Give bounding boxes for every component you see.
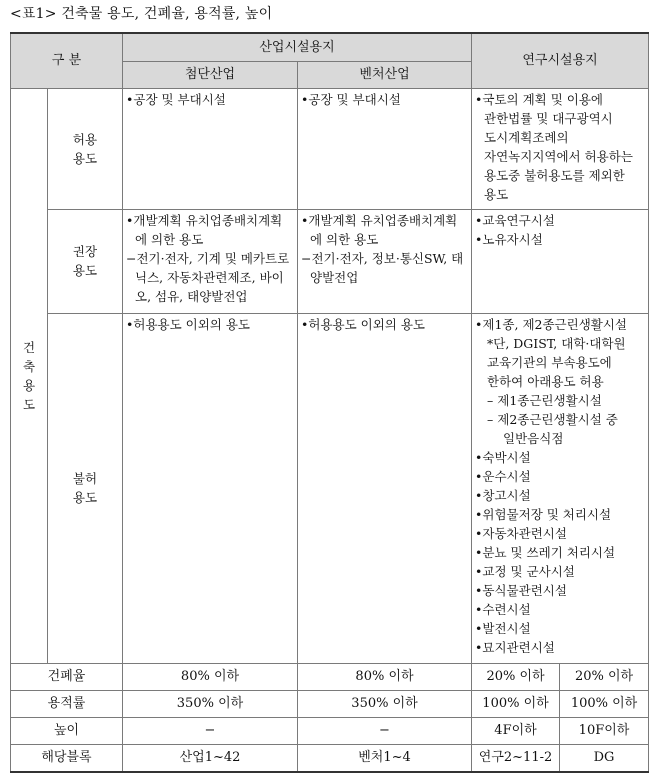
- row-advanced-value: −: [123, 717, 298, 744]
- cell-line: −전기·전자, 정보·통신SW, 태: [301, 250, 464, 266]
- cell-line: 불허: [72, 471, 98, 486]
- cell-line: 용도: [72, 263, 98, 278]
- row-label: 건폐율: [11, 663, 123, 690]
- row-advanced-value: 350% 이하: [123, 690, 298, 717]
- row-research-value-b: 100% 이하: [560, 690, 649, 717]
- cell-line: 오, 섬유, 태양발전업: [135, 288, 248, 304]
- row-research-value-b: 10F이하: [560, 717, 649, 744]
- cell-line: 교육기관의 부속용도에: [487, 354, 612, 370]
- allowed-research: [472, 88, 649, 209]
- cell-line: 에 의한 용도: [135, 231, 204, 247]
- row-research-value-b: DG: [560, 744, 649, 772]
- cell-line: •숙박시설: [475, 449, 531, 465]
- row-research-value-b: 20% 이하: [560, 663, 649, 690]
- cell-line: 도: [22, 396, 36, 412]
- row-venture-value: 80% 이하: [298, 663, 472, 690]
- cell-line: 권장: [72, 244, 98, 259]
- cell-line: 용도: [72, 490, 98, 505]
- recommended-research: [472, 209, 649, 313]
- cell-line: 관한법률 및 대구광역시: [484, 110, 613, 126]
- prohibited-venture: [298, 313, 472, 663]
- cell-line: 건: [22, 339, 36, 355]
- header-venture: 벤처산업: [298, 61, 472, 88]
- header-advanced: 첨단산업: [123, 61, 298, 88]
- cell-line: •공장 및 부대시설: [126, 91, 226, 107]
- cell-line: •운수시설: [475, 468, 531, 484]
- allowed-advanced: [123, 88, 298, 209]
- row-research-value-a: 4F이하: [472, 717, 560, 744]
- row-venture-value: 벤처1~4: [298, 744, 472, 772]
- cell-line: •수련시설: [475, 601, 531, 617]
- cell-line: •개발계획 유치업종배치계획: [301, 212, 458, 228]
- cell-line: •허용용도 이외의 용도: [301, 316, 425, 332]
- prohibited-research: [472, 313, 649, 663]
- cell-line: 용도: [484, 186, 509, 202]
- allowed-label: [48, 88, 123, 209]
- cell-line: 용: [22, 377, 36, 393]
- cell-line: −전기·전자, 기계 및 메카트로: [126, 250, 290, 266]
- cell-line: – 제2종근린생활시설 중: [487, 411, 618, 427]
- cell-line: 허용: [72, 131, 98, 147]
- cell-line: 한하여 아래용도 허용: [487, 373, 604, 389]
- row-research-value-a: 20% 이하: [472, 663, 560, 690]
- table-caption: <표1> 건축물 용도, 건폐율, 용적률, 높이: [10, 6, 273, 22]
- row-research-value-a: 연구2~11-2: [472, 744, 560, 772]
- cell-line: •공장 및 부대시설: [301, 91, 401, 107]
- cell-line: 자연녹지지역에서 허용하는: [484, 148, 633, 164]
- building-use-table: [10, 32, 649, 773]
- cell-line: •동식물관련시설: [475, 582, 567, 598]
- allowed-venture: [298, 88, 472, 209]
- row-label: 용적률: [11, 690, 123, 717]
- recommended-label: [48, 209, 123, 313]
- cell-line: – 제1종근린생활시설: [487, 392, 602, 408]
- building-use-label: [11, 88, 48, 663]
- cell-line: •제1종, 제2종근린생활시설: [475, 316, 627, 332]
- header-research: 연구시설용지: [472, 33, 649, 88]
- cell-line: •자동차관련시설: [475, 525, 567, 541]
- row-label: 높이: [11, 717, 123, 744]
- cell-line: •위험물저장 및 처리시설: [475, 506, 612, 522]
- header-gubun: 구 분: [11, 33, 123, 88]
- cell-line: •창고시설: [475, 487, 531, 503]
- recommended-venture: [298, 209, 472, 313]
- cell-line: •개발계획 유치업종배치계획: [126, 212, 283, 228]
- row-advanced-value: 산업1~42: [123, 744, 298, 772]
- row-research-value-a: 100% 이하: [472, 690, 560, 717]
- cell-line: 축: [22, 358, 36, 374]
- cell-line: 에 의한 용도: [310, 231, 379, 247]
- cell-line: 용도중 불허용도를 제외한: [484, 167, 625, 183]
- prohibited-label: [48, 313, 123, 663]
- header-industrial: 산업시설용지: [123, 33, 472, 61]
- cell-line: 도시계획조례의: [484, 129, 569, 145]
- cell-line: •교육연구시설: [475, 212, 555, 228]
- cell-line: •허용용도 이외의 용도: [126, 316, 250, 332]
- cell-line: •분뇨 및 쓰레기 처리시설: [475, 544, 616, 560]
- prohibited-advanced: [123, 313, 298, 663]
- cell-line: 양발전업: [310, 269, 359, 285]
- row-label: 해당블록: [11, 744, 123, 772]
- cell-line: •묘지관련시설: [475, 639, 555, 655]
- cell-line: •교정 및 군사시설: [475, 563, 575, 579]
- cell-line: 용도: [72, 150, 98, 166]
- cell-line: *단, DGIST, 대학·대학원: [487, 335, 626, 351]
- cell-line: 닉스, 자동차관련제조, 바이: [135, 269, 284, 285]
- cell-line: •발전시설: [475, 620, 531, 636]
- row-venture-value: −: [298, 717, 472, 744]
- row-venture-value: 350% 이하: [298, 690, 472, 717]
- recommended-advanced: [123, 209, 298, 313]
- cell-line: 일반음식점: [503, 430, 564, 446]
- row-advanced-value: 80% 이하: [123, 663, 298, 690]
- cell-line: •노유자시설: [475, 231, 543, 247]
- cell-line: •국토의 계획 및 이용에: [475, 91, 603, 107]
